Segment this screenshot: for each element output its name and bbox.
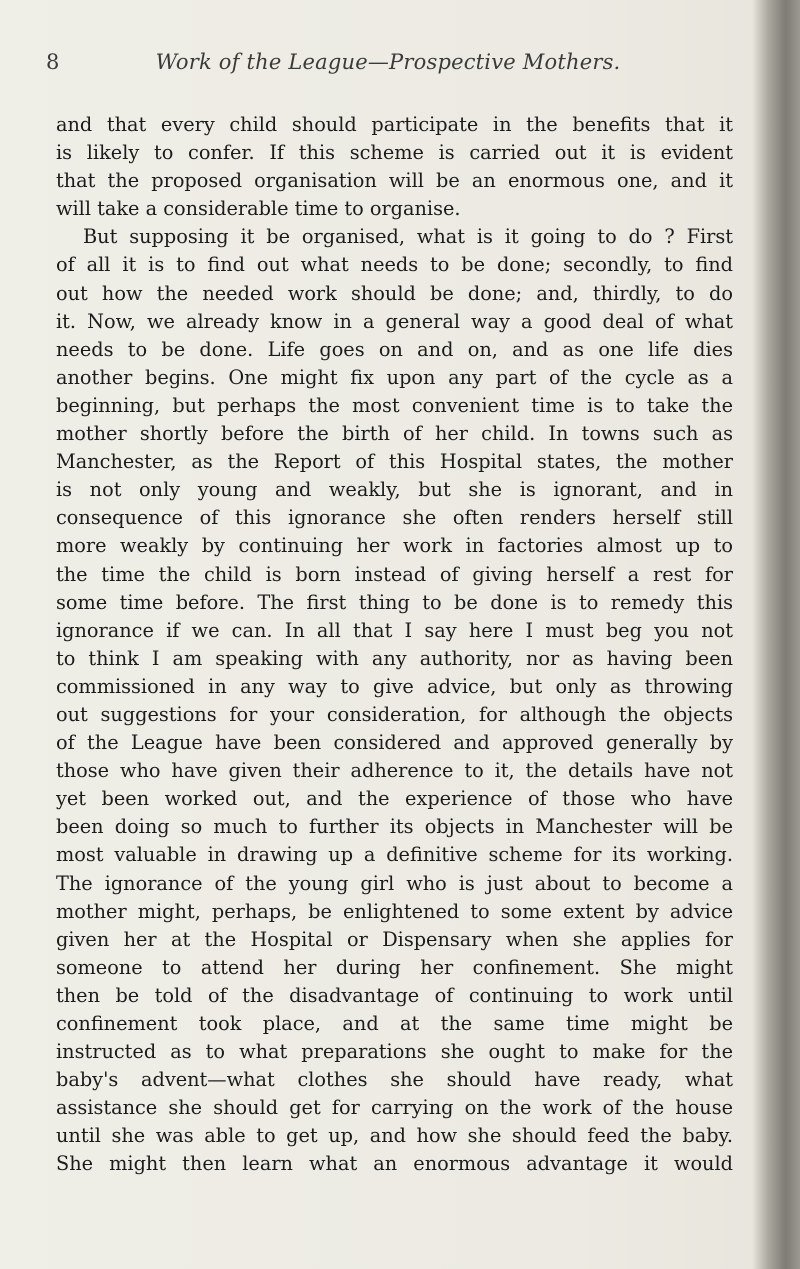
page-number: 8	[46, 50, 60, 74]
body-text	[56, 111, 733, 1179]
text-line: to think I am speaking with any authority, nor as having been	[56, 646, 733, 670]
text-line: mother shortly before the birth of her child. In towns such as	[56, 422, 733, 446]
text-line: some time before. The first thing to be done is to remedy this	[56, 590, 733, 614]
text-line: She might then learn what an enormous advantage it would	[56, 1152, 733, 1176]
text-line: someone to attend her during her confinement. She might	[56, 955, 733, 979]
text-line: assistance she should get for carrying on the work of the house	[56, 1096, 733, 1120]
text-line: it. Now, we already know in a general way a good deal of what	[56, 309, 733, 333]
text-line: another begins. One might fix upon any part of the cycle as a	[56, 365, 733, 389]
text-line: of all it is to find out what needs to be done; secondly, to find	[56, 253, 733, 277]
text-line: out suggestions for your consideration, for although the objects	[56, 702, 733, 726]
page-edge-shadow	[752, 0, 800, 1269]
text-line: those who have given their adherence to it, the details have not	[56, 759, 733, 783]
text-line: then be told of the disadvantage of continuing to work until	[56, 983, 733, 1007]
text-line: confinement took place, and at the same time might be	[56, 1012, 733, 1035]
text-line: baby's advent—what clothes she should have ready, what	[56, 1068, 733, 1092]
text-line: is likely to confer. If this scheme is carried out it is evident	[56, 141, 733, 165]
text-line: given her at the Hospital or Dispensary when she applies for	[56, 927, 733, 951]
text-line: more weakly by continuing her work in factories almost up to	[56, 534, 733, 558]
page-header	[46, 50, 730, 84]
text-line: of the League have been considered and approved generally by	[56, 731, 733, 755]
text-line: needs to be done. Life goes on and on, and as one life dies	[56, 337, 733, 361]
running-head: Work of the League—Prospective Mothers.	[155, 50, 621, 74]
text-line: commissioned in any way to give advice, but only as throwing	[56, 674, 733, 698]
text-line: that the proposed organisation will be an enormous one, and it	[56, 169, 733, 193]
text-line: out how the needed work should be done; and, thirdly, to do	[56, 281, 733, 305]
text-line: Manchester, as the Report of this Hospital states, the mother	[56, 450, 733, 474]
text-line: beginning, but perhaps the most convenient time is to take the	[56, 393, 733, 417]
text-line: yet been worked out, and the experience of those who have	[56, 787, 733, 811]
text-line: mother might, perhaps, be enlightened to some extent by advice	[56, 899, 733, 923]
text-line: ignorance if we can. In all that I say here I must beg you not	[56, 618, 733, 642]
text-line: But supposing it be organised, what is it going to do ? First	[83, 225, 733, 249]
text-line: and that every child should participate in the benefits that it	[56, 113, 733, 136]
text-line: the time the child is born instead of giving herself a rest for	[56, 562, 733, 586]
text-line: been doing so much to further its objects in Manchester will be	[56, 815, 733, 839]
text-line: instructed as to what preparations she ought to make for the	[56, 1040, 733, 1064]
text-line: consequence of this ignorance she often renders herself still	[56, 506, 733, 530]
text-line: until she was able to get up, and how she should feed the baby.	[56, 1124, 733, 1148]
text-line: is not only young and weakly, but she is ignorant, and in	[56, 478, 733, 502]
text-line: most valuable in drawing up a definitive scheme for its working.	[56, 843, 733, 867]
text-line: will take a considerable time to organise.	[56, 197, 461, 221]
text-line: The ignorance of the young girl who is just about to become a	[56, 871, 733, 895]
